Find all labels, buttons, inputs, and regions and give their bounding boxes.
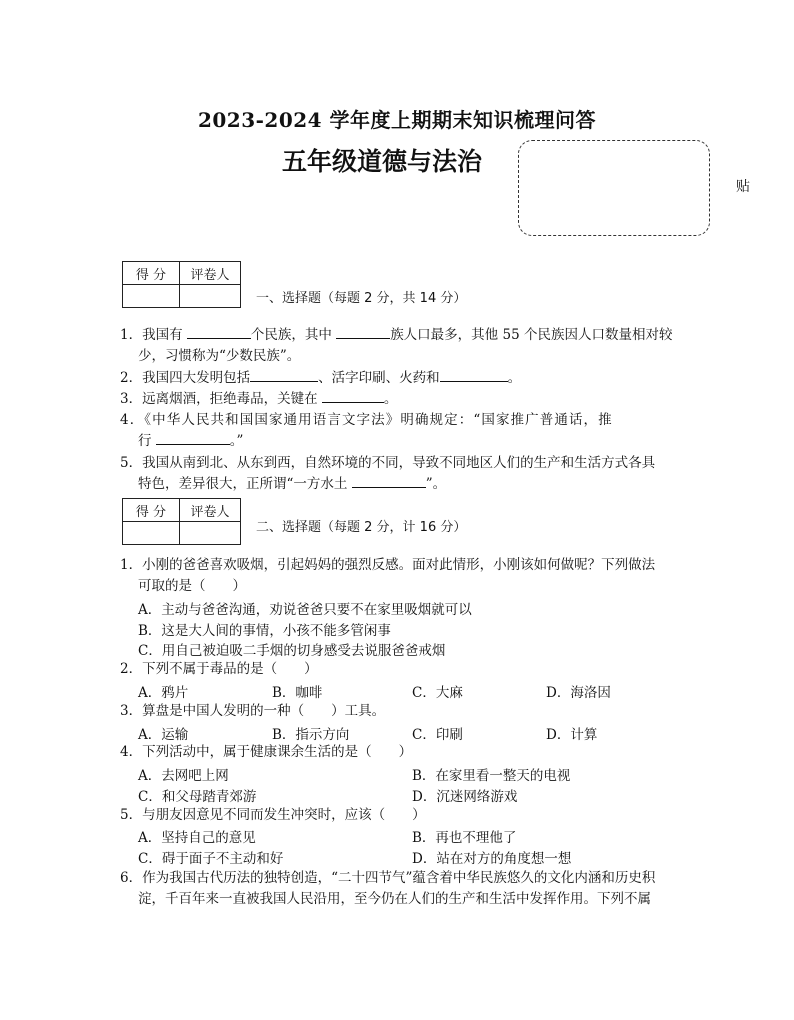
s1-question-1 [120, 325, 672, 346]
s2-question-1-cont: 可取的是（ ） [138, 578, 246, 594]
option-c[interactable]: C．印刷 [412, 727, 463, 743]
barcode-sticker-box [518, 140, 710, 236]
score-table-1 [122, 261, 241, 308]
s2-question-1: 1．小刚的爸爸喜欢吸烟，引起妈妈的强烈反感。面对此情形，小刚该如何做呢？下列做法 [120, 557, 656, 573]
score-cell[interactable] [123, 285, 180, 308]
q4-text: 。” [229, 433, 244, 449]
option-b[interactable]: B．指示方向 [272, 727, 350, 743]
option-c[interactable]: C．大麻 [412, 685, 463, 701]
answer-blank[interactable] [322, 390, 384, 403]
grader-header: 评卷人 [180, 262, 241, 285]
answer-blank[interactable] [187, 326, 251, 339]
score-header: 得 分 [123, 499, 180, 522]
answer-blank[interactable] [440, 369, 508, 382]
s1-question-3 [120, 389, 397, 410]
q2-text: 2．我国四大发明包括 [120, 370, 251, 386]
s1-question-4-cont [138, 431, 243, 452]
answer-blank[interactable] [352, 475, 426, 488]
section-1-heading: 一、选择题（每题 2 分，共 14 分） [256, 291, 467, 306]
s1-question-5: 5．我国从南到北、从东到西，自然环境的不同，导致不同地区人们的生产和生活方式各具 [120, 455, 656, 471]
option-a[interactable]: A．运输 [138, 727, 189, 743]
s1-question-1-cont: 少，习惯称为“少数民族”。 [138, 348, 301, 364]
answer-blank[interactable] [156, 432, 230, 445]
option-c[interactable]: C．碍于面子不主动和好 [138, 851, 284, 867]
option-d[interactable]: D．站在对方的角度想一想 [412, 851, 572, 867]
s1-question-2 [120, 368, 521, 389]
score-table-2 [122, 498, 241, 545]
option-a[interactable]: A．去网吧上网 [138, 768, 229, 784]
s2-question-3: 3．算盘是中国人发明的一种（ ）工具。 [120, 703, 386, 719]
option-a[interactable]: A．坚持自己的意见 [138, 830, 256, 846]
option-b[interactable]: B．在家里看一整天的电视 [412, 768, 571, 784]
q3-text: 。 [383, 391, 398, 407]
score-header: 得 分 [123, 262, 180, 285]
q3-text: 3．远离烟酒，拒绝毒品，关键在 [120, 391, 318, 407]
score-cell[interactable] [123, 522, 180, 545]
option-b[interactable]: B．这是大人间的事情，小孩不能多管闲事 [138, 623, 391, 639]
grader-header: 评卷人 [180, 499, 241, 522]
s2-question-2: 2．下列不属于毒品的是（ ） [120, 661, 318, 677]
option-d[interactable]: D．海洛因 [546, 685, 611, 701]
q1-text: 1．我国有 [120, 327, 183, 343]
s2-question-6-cont: 淀，千百年来一直被我国人民沿用，至今仍在人们的生产和生活中发挥作用。下列不属 [138, 891, 651, 907]
exam-subtitle: 五年级道德与法治 [282, 147, 483, 176]
s1-question-5-cont [138, 474, 446, 495]
answer-blank[interactable] [250, 369, 318, 382]
q1-text: 族人口最多，其他 55 个民族因人口数量相对较 [390, 327, 673, 343]
s2-question-4: 4．下列活动中，属于健康课余生活的是（ ） [120, 744, 413, 760]
section-2-heading: 二、选择题（每题 2 分，计 16 分） [256, 520, 467, 535]
option-c[interactable]: C．用自己被迫吸二手烟的切身感受去说服爸爸戒烟 [138, 643, 446, 659]
option-d[interactable]: D．沉迷网络游戏 [412, 789, 518, 805]
s2-question-5: 5．与朋友因意见不同而发生冲突时，应该（ ） [120, 807, 426, 823]
q2-text: 、活字印刷、火药和 [318, 370, 440, 386]
q4-text: 行 [138, 433, 152, 449]
answer-blank[interactable] [336, 326, 390, 339]
s1-question-4: 4．《中华人民共和国国家通用语言文字法》明确规定：“国家推广普通话，推 [120, 412, 613, 428]
option-b[interactable]: B．再也不理他了 [412, 830, 517, 846]
option-c[interactable]: C．和父母踏青郊游 [138, 789, 257, 805]
option-d[interactable]: D．计算 [546, 727, 598, 743]
exam-title: 2023-2024 学年度上期期末知识梳理问答 [197, 108, 597, 132]
option-a[interactable]: A．鸦片 [138, 685, 189, 701]
option-a[interactable]: A．主动与爸爸沟通，劝说爸爸只要不在家里吸烟就可以 [138, 602, 472, 618]
grader-cell[interactable] [180, 285, 241, 308]
q2-text: 。 [507, 370, 522, 386]
s2-question-6: 6．作为我国古代历法的独特创造，“二十四节气”蕴含着中华民族悠久的文化内涵和历史积 [120, 870, 656, 886]
sticker-label: 贴 [736, 179, 750, 195]
q5-text: ”。 [425, 476, 447, 492]
q5-text: 特色，差异很大，正所谓“一方水土 [138, 476, 348, 492]
q1-text: 个民族，其中 [250, 327, 332, 343]
grader-cell[interactable] [180, 522, 241, 545]
option-b[interactable]: B．咖啡 [272, 685, 323, 701]
